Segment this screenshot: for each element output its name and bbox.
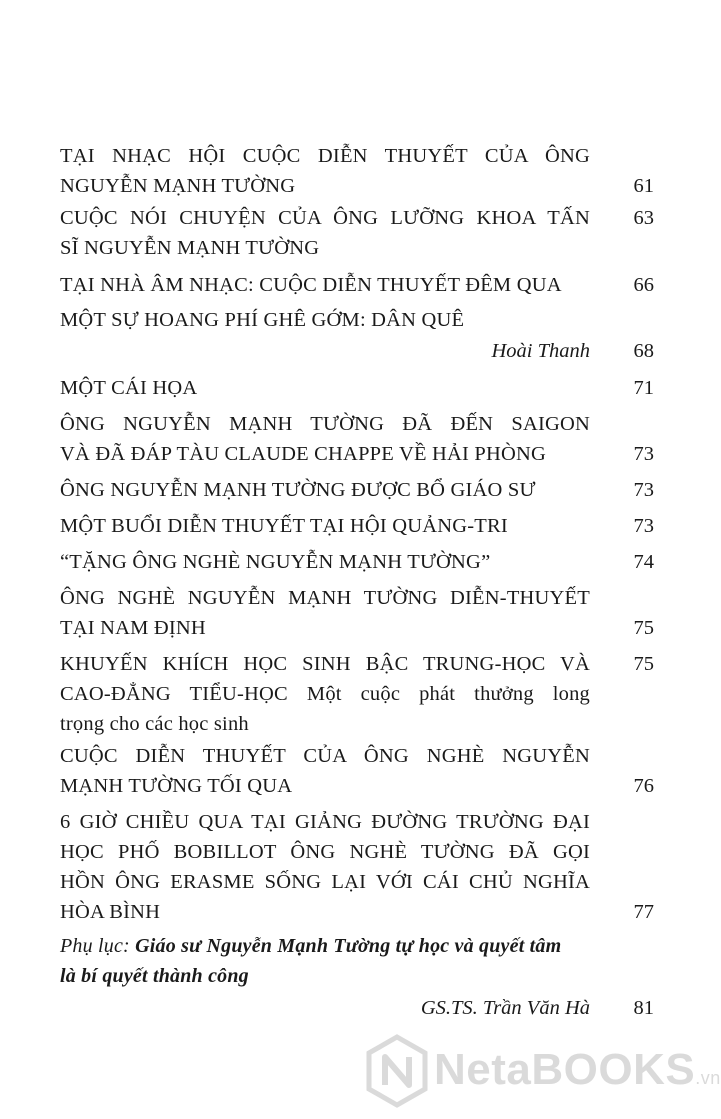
toc-entry-line: CAO-ĐẲNG TIỂU-HỌC Một cuộc phát thưởng long: [60, 683, 590, 705]
toc-entry-line: HỌC PHỐ BOBILLOT ÔNG NGHÈ TƯỜNG ĐÃ GỌI: [60, 841, 590, 863]
toc-entry-line: MẠNH TƯỜNG TỐI QUA: [60, 775, 293, 797]
toc-page-number: 76: [633, 775, 654, 797]
toc-entry-line: SĨ NGUYỄN MẠNH TƯỜNG: [60, 237, 320, 259]
watermark-suffix: .vn: [695, 1068, 721, 1088]
toc-entry-line: ÔNG NGHÈ NGUYỄN MẠNH TƯỜNG DIỄN-THUYẾT: [60, 587, 590, 609]
toc-entry-line: MỘT SỰ HOANG PHÍ GHÊ GỚM: DÂN QUÊ: [60, 309, 465, 331]
toc-page-number: 73: [633, 443, 654, 465]
toc-entry-line: MỘT BUỔI DIỄN THUYẾT TẠI HỘI QUẢNG-TRI: [60, 515, 508, 537]
toc-page-number: 73: [633, 515, 654, 537]
toc-entry-line: TẠI NAM ĐỊNH: [60, 617, 206, 639]
toc-page-number: 74: [633, 551, 654, 573]
toc-page-number: 71: [633, 377, 654, 399]
watermark-brand: NetaBOOKS: [434, 1045, 696, 1094]
watermark: [364, 1031, 721, 1111]
appendix-prefix: Phụ lục:: [60, 935, 136, 957]
toc-page-number: 81: [633, 997, 654, 1019]
toc-entry-line: ÔNG NGUYỄN MẠNH TƯỜNG ĐÃ ĐẾN SAIGON: [60, 413, 590, 435]
toc-entry-line: MỘT CÁI HỌA: [60, 377, 198, 399]
appendix-line-1: [60, 932, 561, 960]
toc-entry-line: HỒN ÔNG ERASME SỐNG LẠI VỚI CÁI CHỦ NGHĨA: [60, 871, 590, 893]
toc-page-number: 68: [633, 340, 654, 362]
toc-entry-line: CUỘC NÓI CHUYỆN CỦA ÔNG LƯỠNG KHOA TẤN: [60, 207, 590, 229]
toc-entry-line: TẠI NHẠC HỘI CUỘC DIỄN THUYẾT CỦA ÔNG: [60, 145, 590, 167]
toc-page-number: 75: [633, 617, 654, 639]
toc-entry-line: “TẶNG ÔNG NGHÈ NGUYỄN MẠNH TƯỜNG”: [60, 551, 491, 573]
toc-entry-line: KHUYẾN KHÍCH HỌC SINH BẬC TRUNG-HỌC VÀ: [60, 653, 590, 675]
toc-page-number: 66: [633, 274, 654, 296]
watermark-text: [434, 1045, 721, 1095]
toc-page-number: 77: [633, 901, 654, 923]
appendix-author: GS.TS. Trần Văn Hà: [420, 997, 590, 1019]
toc-entry-line: ÔNG NGUYỄN MẠNH TƯỜNG ĐƯỢC BỔ GIÁO SƯ: [60, 479, 536, 501]
toc-entry-line: NGUYỄN MẠNH TƯỜNG: [60, 175, 296, 197]
toc-page-number: 75: [633, 653, 654, 675]
toc-page-number: 73: [633, 479, 654, 501]
toc-entry-line: VÀ ĐÃ ĐÁP TÀU CLAUDE CHAPPE VỀ HẢI PHÒNG: [60, 443, 546, 465]
netabooks-logo-icon: [366, 1035, 428, 1107]
toc-entry-line: HÒA BÌNH: [60, 901, 161, 923]
toc-entry-line: 6 GIỜ CHIỀU QUA TẠI GIẢNG ĐƯỜNG TRƯỜNG ĐẠI: [60, 811, 590, 833]
appendix-title: Giáo sư Nguyễn Mạnh Tường tự học và quyết tâm: [135, 935, 562, 957]
toc-entry-author: Hoài Thanh: [491, 340, 590, 362]
toc-entry-line: TẠI NHÀ ÂM NHẠC: CUỘC DIỄN THUYẾT ĐÊM QUA: [60, 274, 562, 296]
toc-entry-line: trọng cho các học sinh: [60, 713, 249, 735]
toc-page-number: 63: [633, 207, 654, 229]
toc-page-number: 61: [633, 175, 654, 197]
appendix-title-line-2: là bí quyết thành công: [60, 965, 249, 987]
toc-entry-line: CUỘC DIỄN THUYẾT CỦA ÔNG NGHÈ NGUYỄN: [60, 745, 590, 767]
